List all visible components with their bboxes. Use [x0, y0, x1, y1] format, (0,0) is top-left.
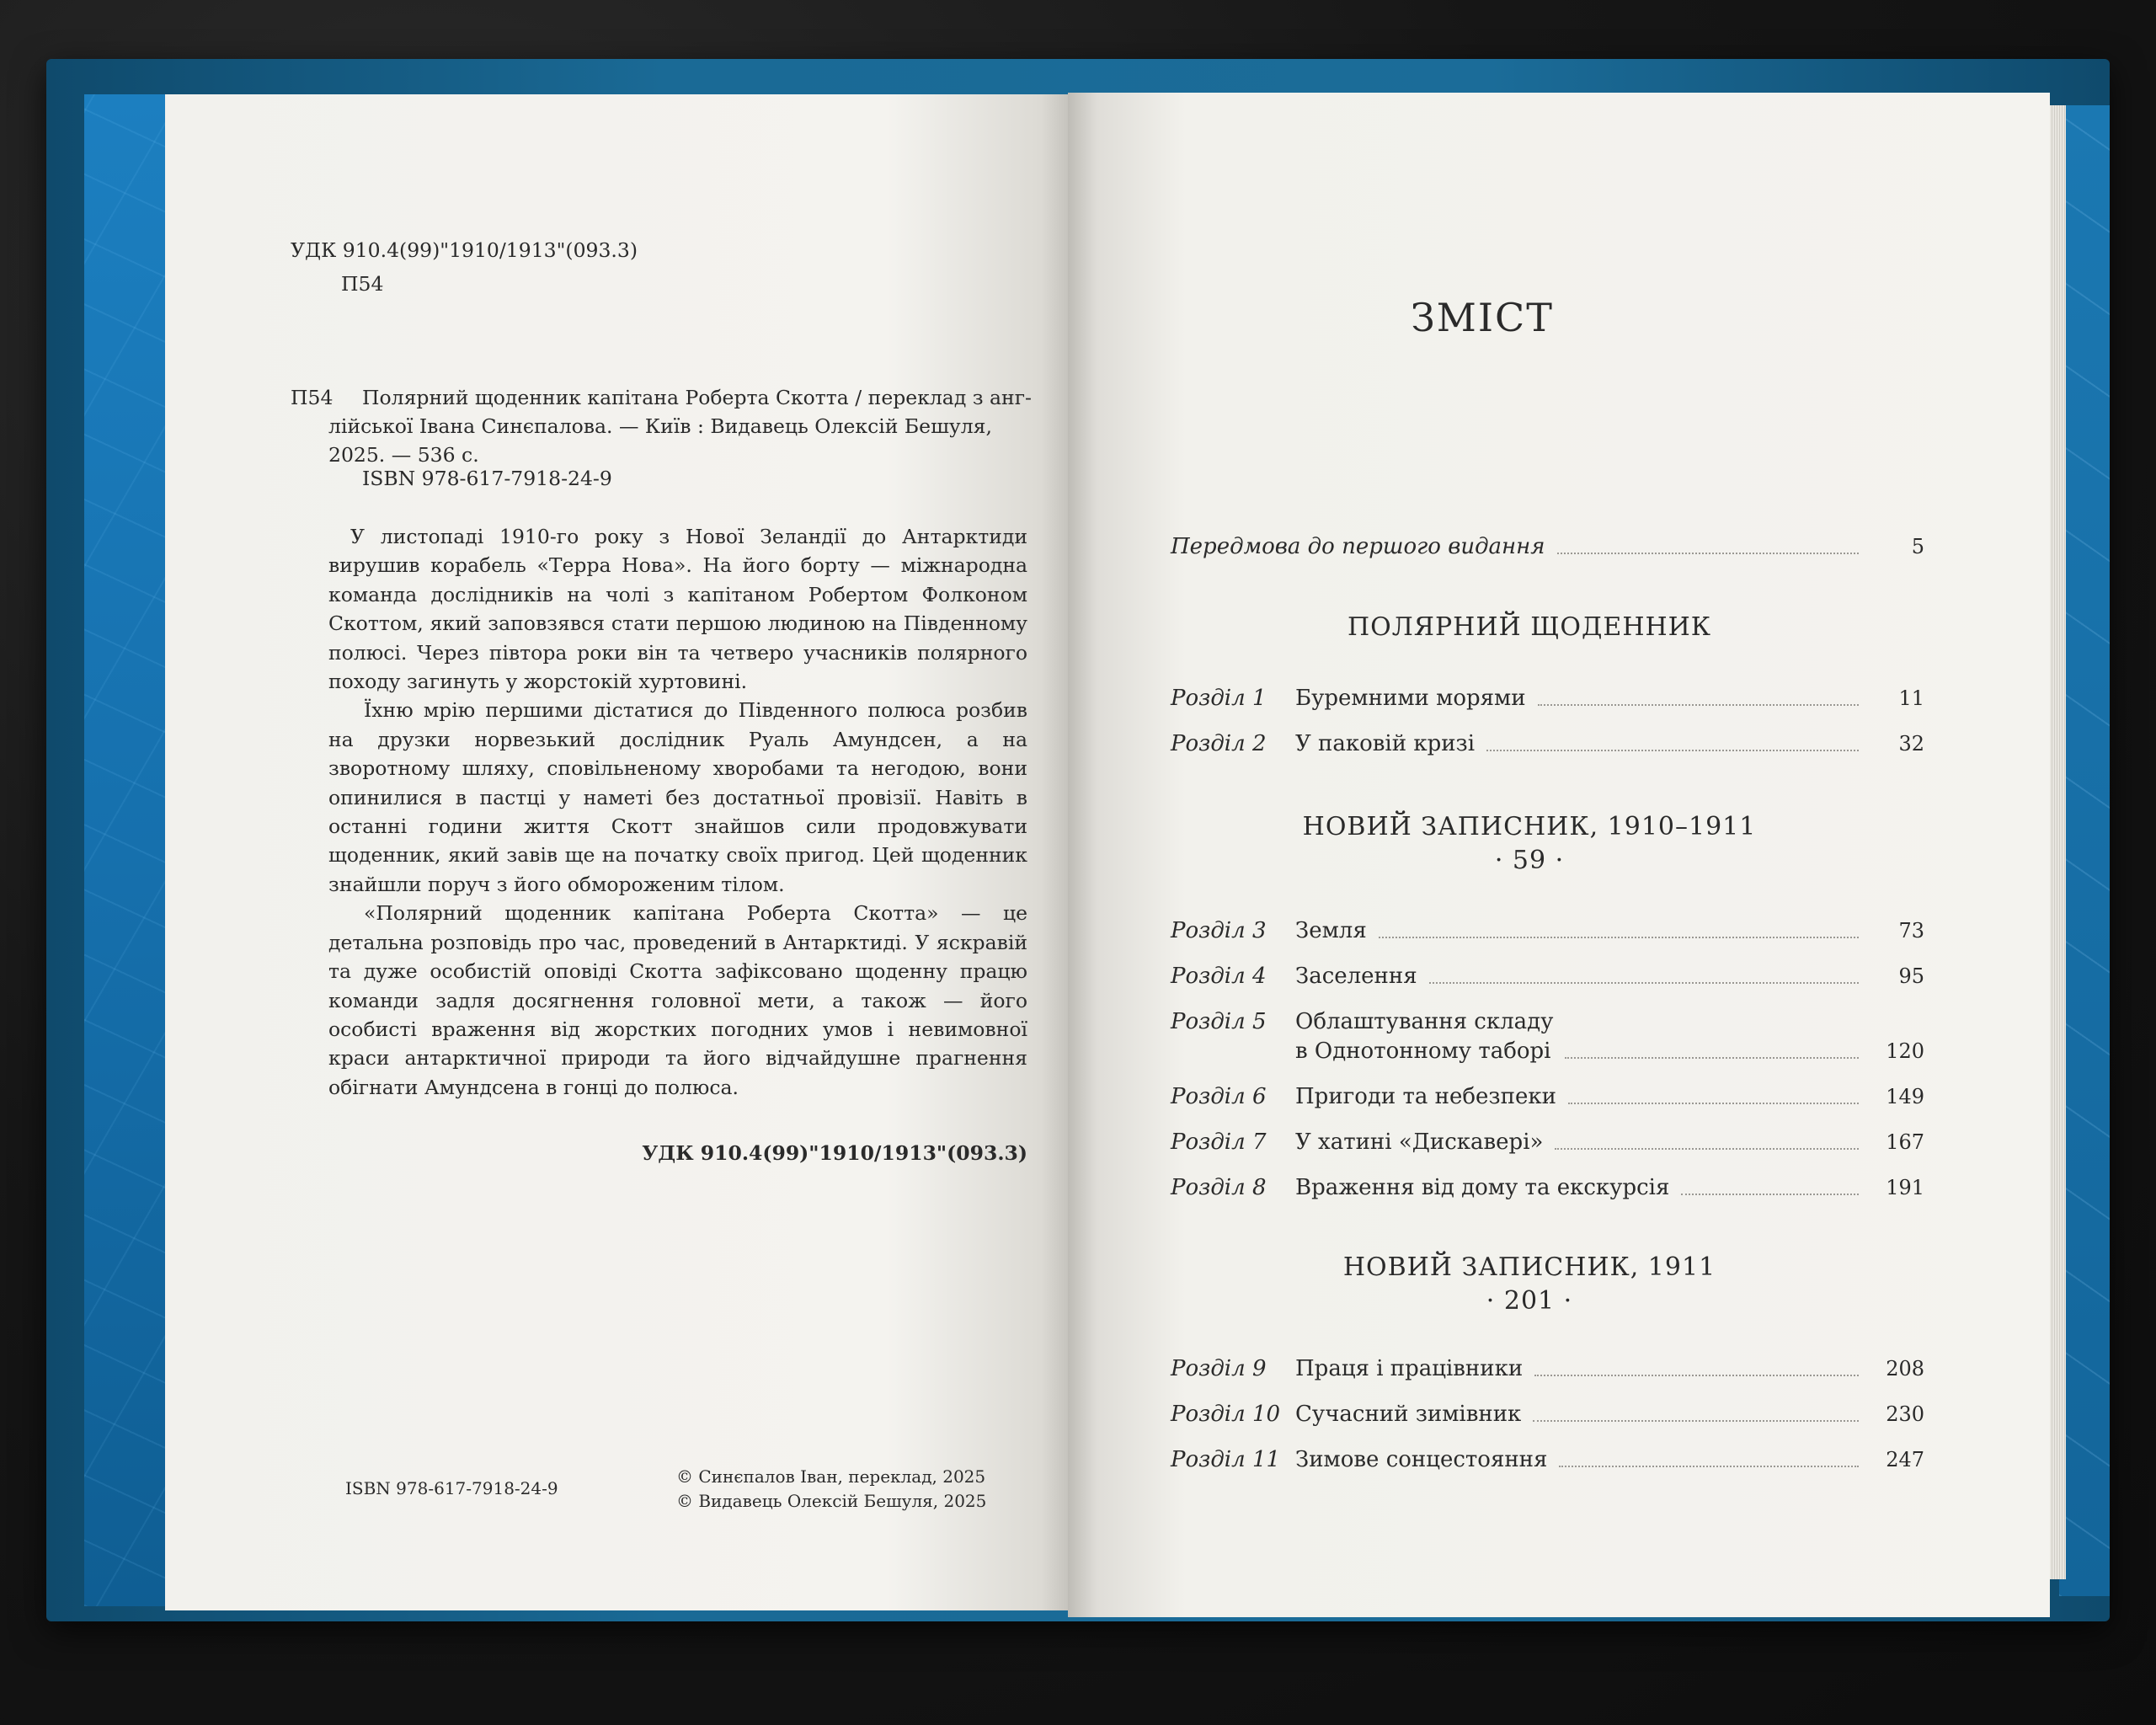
toc-entry-page: 5: [1911, 535, 1924, 558]
chapter-title: Буремними морями: [1295, 686, 1526, 711]
chapter-title: Заселення: [1295, 964, 1417, 989]
chapter-page: 95: [1898, 964, 1924, 988]
toc-entry[interactable]: [1171, 1173, 1924, 1203]
biblio-isbn: ISBN 978-617-7918-24-9: [362, 467, 612, 490]
abstract-paragraph-3: «Полярний щоденник капітана Роберта Скотта» — це детальна розповідь про час, проведений в Антарктиді. У яскравій та дуже особистій оповіді Скотта зафіксовано щоденну працю команди задля досягнення головної мети, а також — його особисті враження від жорстких погодних умов і невимовної краси антарктичної природи та його відчайдушне прагнення обігнати Амундсена в гонці до полюса.: [328, 901, 1027, 1099]
dot-leader: [1534, 1375, 1859, 1376]
chapter-page: 11: [1898, 686, 1924, 710]
chapter-title: Облаштування складу: [1295, 1009, 1554, 1034]
chapter-number: Розділ 6: [1171, 1084, 1267, 1109]
chapter-title-line-2: в Однотонному таборі: [1295, 1039, 1551, 1064]
chapter-page: 73: [1898, 919, 1924, 943]
endpaper-map-right: [2059, 105, 2110, 1596]
toc-entry[interactable]: [1171, 962, 1924, 991]
toc-entry[interactable]: [1171, 1400, 1924, 1429]
section-page: · 201 ·: [1486, 1286, 1573, 1316]
dot-leader: [1565, 1057, 1859, 1059]
dot-leader: [1559, 1466, 1859, 1467]
chapter-number: Розділ 1: [1171, 686, 1267, 711]
udk-bottom: УДК 910.4(99)"1910/1913"(093.3): [642, 1141, 1027, 1165]
isbn-bottom: ISBN 978-617-7918-24-9: [345, 1478, 558, 1498]
chapter-title: Сучасний зимівник: [1295, 1402, 1522, 1427]
chapter-number: Розділ 8: [1171, 1175, 1267, 1200]
dot-leader: [1681, 1194, 1859, 1195]
chapter-title: Враження від дому та екскурсія: [1295, 1175, 1670, 1200]
udk-top: УДК 910.4(99)"1910/1913"(093.3): [291, 238, 638, 262]
toc-entry[interactable]: [1171, 1354, 1924, 1384]
dot-leader: [1538, 704, 1859, 706]
biblio-line-1: Полярний щоденник капітана Роберта Скотта / переклад з анг-: [362, 386, 1032, 409]
toc-entry-title: Передмова до першого видання: [1171, 534, 1545, 559]
toc-entry[interactable]: [1171, 1007, 1924, 1066]
chapter-title: У паковій кризі: [1295, 731, 1476, 756]
section-page: · 59 ·: [1494, 846, 1565, 875]
catalog-code-top: П54: [341, 272, 384, 296]
toc-entry[interactable]: [1171, 1082, 1924, 1112]
chapter-title: Пригоди та небезпеки: [1295, 1084, 1556, 1109]
dot-leader: [1486, 750, 1859, 751]
dot-leader: [1379, 937, 1859, 938]
chapter-number: Розділ 5: [1171, 1009, 1267, 1034]
chapter-page: 191: [1886, 1176, 1924, 1199]
biblio-line-2: лійської Івана Синєпалова. — Київ : Видавець Олексій Бешуля,: [328, 414, 992, 438]
chapter-number: Розділ 10: [1171, 1402, 1281, 1427]
chapter-page: 247: [1886, 1448, 1924, 1471]
book-abstract: [328, 522, 1027, 1102]
toc-entry[interactable]: [1171, 684, 1924, 713]
toc-entry[interactable]: [1171, 916, 1924, 946]
chapter-number: Розділ 2: [1171, 731, 1267, 756]
chapter-page: 149: [1886, 1085, 1924, 1108]
toc-entry[interactable]: [1171, 1445, 1924, 1475]
toc-entry[interactable]: [1171, 1128, 1924, 1157]
abstract-paragraph-1: У листопаді 1910-го року з Нової Зеландії до Антарктиди вирушив корабель «Терра Нова». На його борту — міжнародна команда дослідників на чолі з капітаном Робертом Фолконом Скоттом, який заповзявся стати першою людиною на Південному полюсі. Через півтора роки він та четверо учасників полярного походу загинуть у жорстокій хуртовині.: [328, 525, 1027, 694]
copyright-translator: © Синєпалов Іван, переклад, 2025: [676, 1466, 986, 1487]
toc-entry[interactable]: [1171, 729, 1924, 759]
dot-leader: [1555, 1148, 1859, 1150]
chapter-number: Розділ 4: [1171, 964, 1267, 989]
dot-leader: [1429, 982, 1859, 984]
copyright-publisher: © Видавець Олексій Бешуля, 2025: [676, 1491, 987, 1511]
chapter-page: 208: [1886, 1357, 1924, 1381]
chapter-page: 32: [1898, 732, 1924, 756]
chapter-title: Земля: [1295, 918, 1367, 943]
chapter-number: Розділ 9: [1171, 1356, 1267, 1381]
biblio-line-3: 2025. — 536 с.: [328, 443, 479, 467]
chapter-title: У хатині «Дискавері»: [1295, 1130, 1544, 1155]
chapter-page: 120: [1886, 1039, 1924, 1063]
chapter-title: Зимове сонцестояння: [1295, 1447, 1548, 1472]
chapter-page: 167: [1886, 1130, 1924, 1154]
dot-leader: [1568, 1103, 1859, 1104]
chapter-number: Розділ 3: [1171, 918, 1267, 943]
biblio-code: П54: [291, 386, 334, 409]
chapter-number: Розділ 7: [1171, 1130, 1267, 1155]
chapter-title: Праця і працівники: [1295, 1356, 1524, 1381]
dot-leader: [1557, 553, 1859, 554]
abstract-paragraph-2: Їхню мрію першими дістатися до Південного полюса розбив на друзки норвезький дослідник Руаль Амундсен, а на зворотному шляху, сповільненому хворобами та негодою, вони опинилися в пастці у наметі без достатньої провізії. Навіть в останні години життя Скотт знайшов сили продовжувати щоденник, який завів ще на початку своїх пригод. Цей щоденник знайшли поруч з його обмороженим тілом.: [328, 698, 1027, 896]
toc-entry-preface[interactable]: [1171, 532, 1924, 562]
chapter-number: Розділ 11: [1171, 1447, 1281, 1472]
chapter-page: 230: [1886, 1402, 1924, 1426]
dot-leader: [1533, 1420, 1859, 1422]
